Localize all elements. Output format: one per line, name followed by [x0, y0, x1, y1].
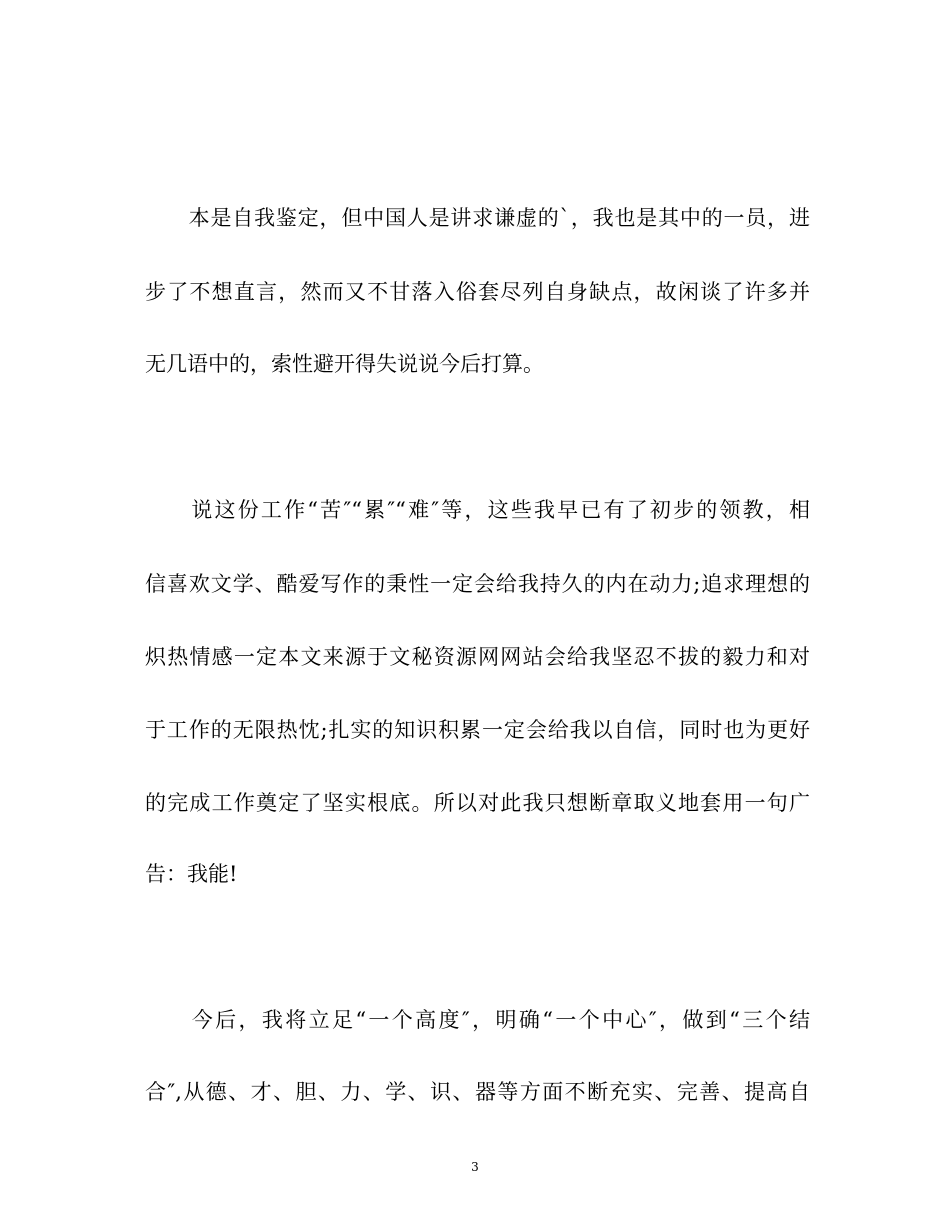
page-number: 3 [471, 1160, 479, 1174]
paragraph-2-line-1: 说这份工作“苦″“累″“难″等，这些我早已有了初步的领教，相 [145, 498, 810, 522]
paragraph-1-line-3: 无几语中的，索性避开得失说说今后打算。 [145, 352, 544, 376]
paragraph-2-line-2: 信喜欢文学、酷爱写作的秉性一定会给我持久的内在动力;追求理想的 [145, 572, 810, 596]
paragraph-3-line-2: 合″,从德、才、胆、力、学、识、器等方面不断充实、完善、提高自 [145, 1080, 810, 1104]
paragraph-2-line-6: 告：我能! [145, 862, 238, 886]
paragraph-2-line-5: 的完成工作奠定了坚实根底。所以对此我只想断章取义地套用一句广 [145, 791, 810, 815]
paragraph-1-line-2: 步了不想直言，然而又不甘落入俗套尽列自身缺点，故闲谈了许多并 [145, 280, 810, 304]
paragraph-2-line-4: 于工作的无限热忱;扎实的知识积累一定会给我以自信，同时也为更好 [145, 718, 810, 742]
paragraph-1-line-1: 本是自我鉴定，但中国人是讲求谦虚的`，我也是其中的一员，进 [145, 206, 810, 230]
paragraph-3-line-1: 今后，我将立足“一个高度″，明确“一个中心″，做到“三个结 [145, 1008, 810, 1032]
paragraph-2-line-3: 炽热情感一定本文来源于文秘资源网网站会给我坚忍不拔的毅力和对 [145, 645, 810, 669]
